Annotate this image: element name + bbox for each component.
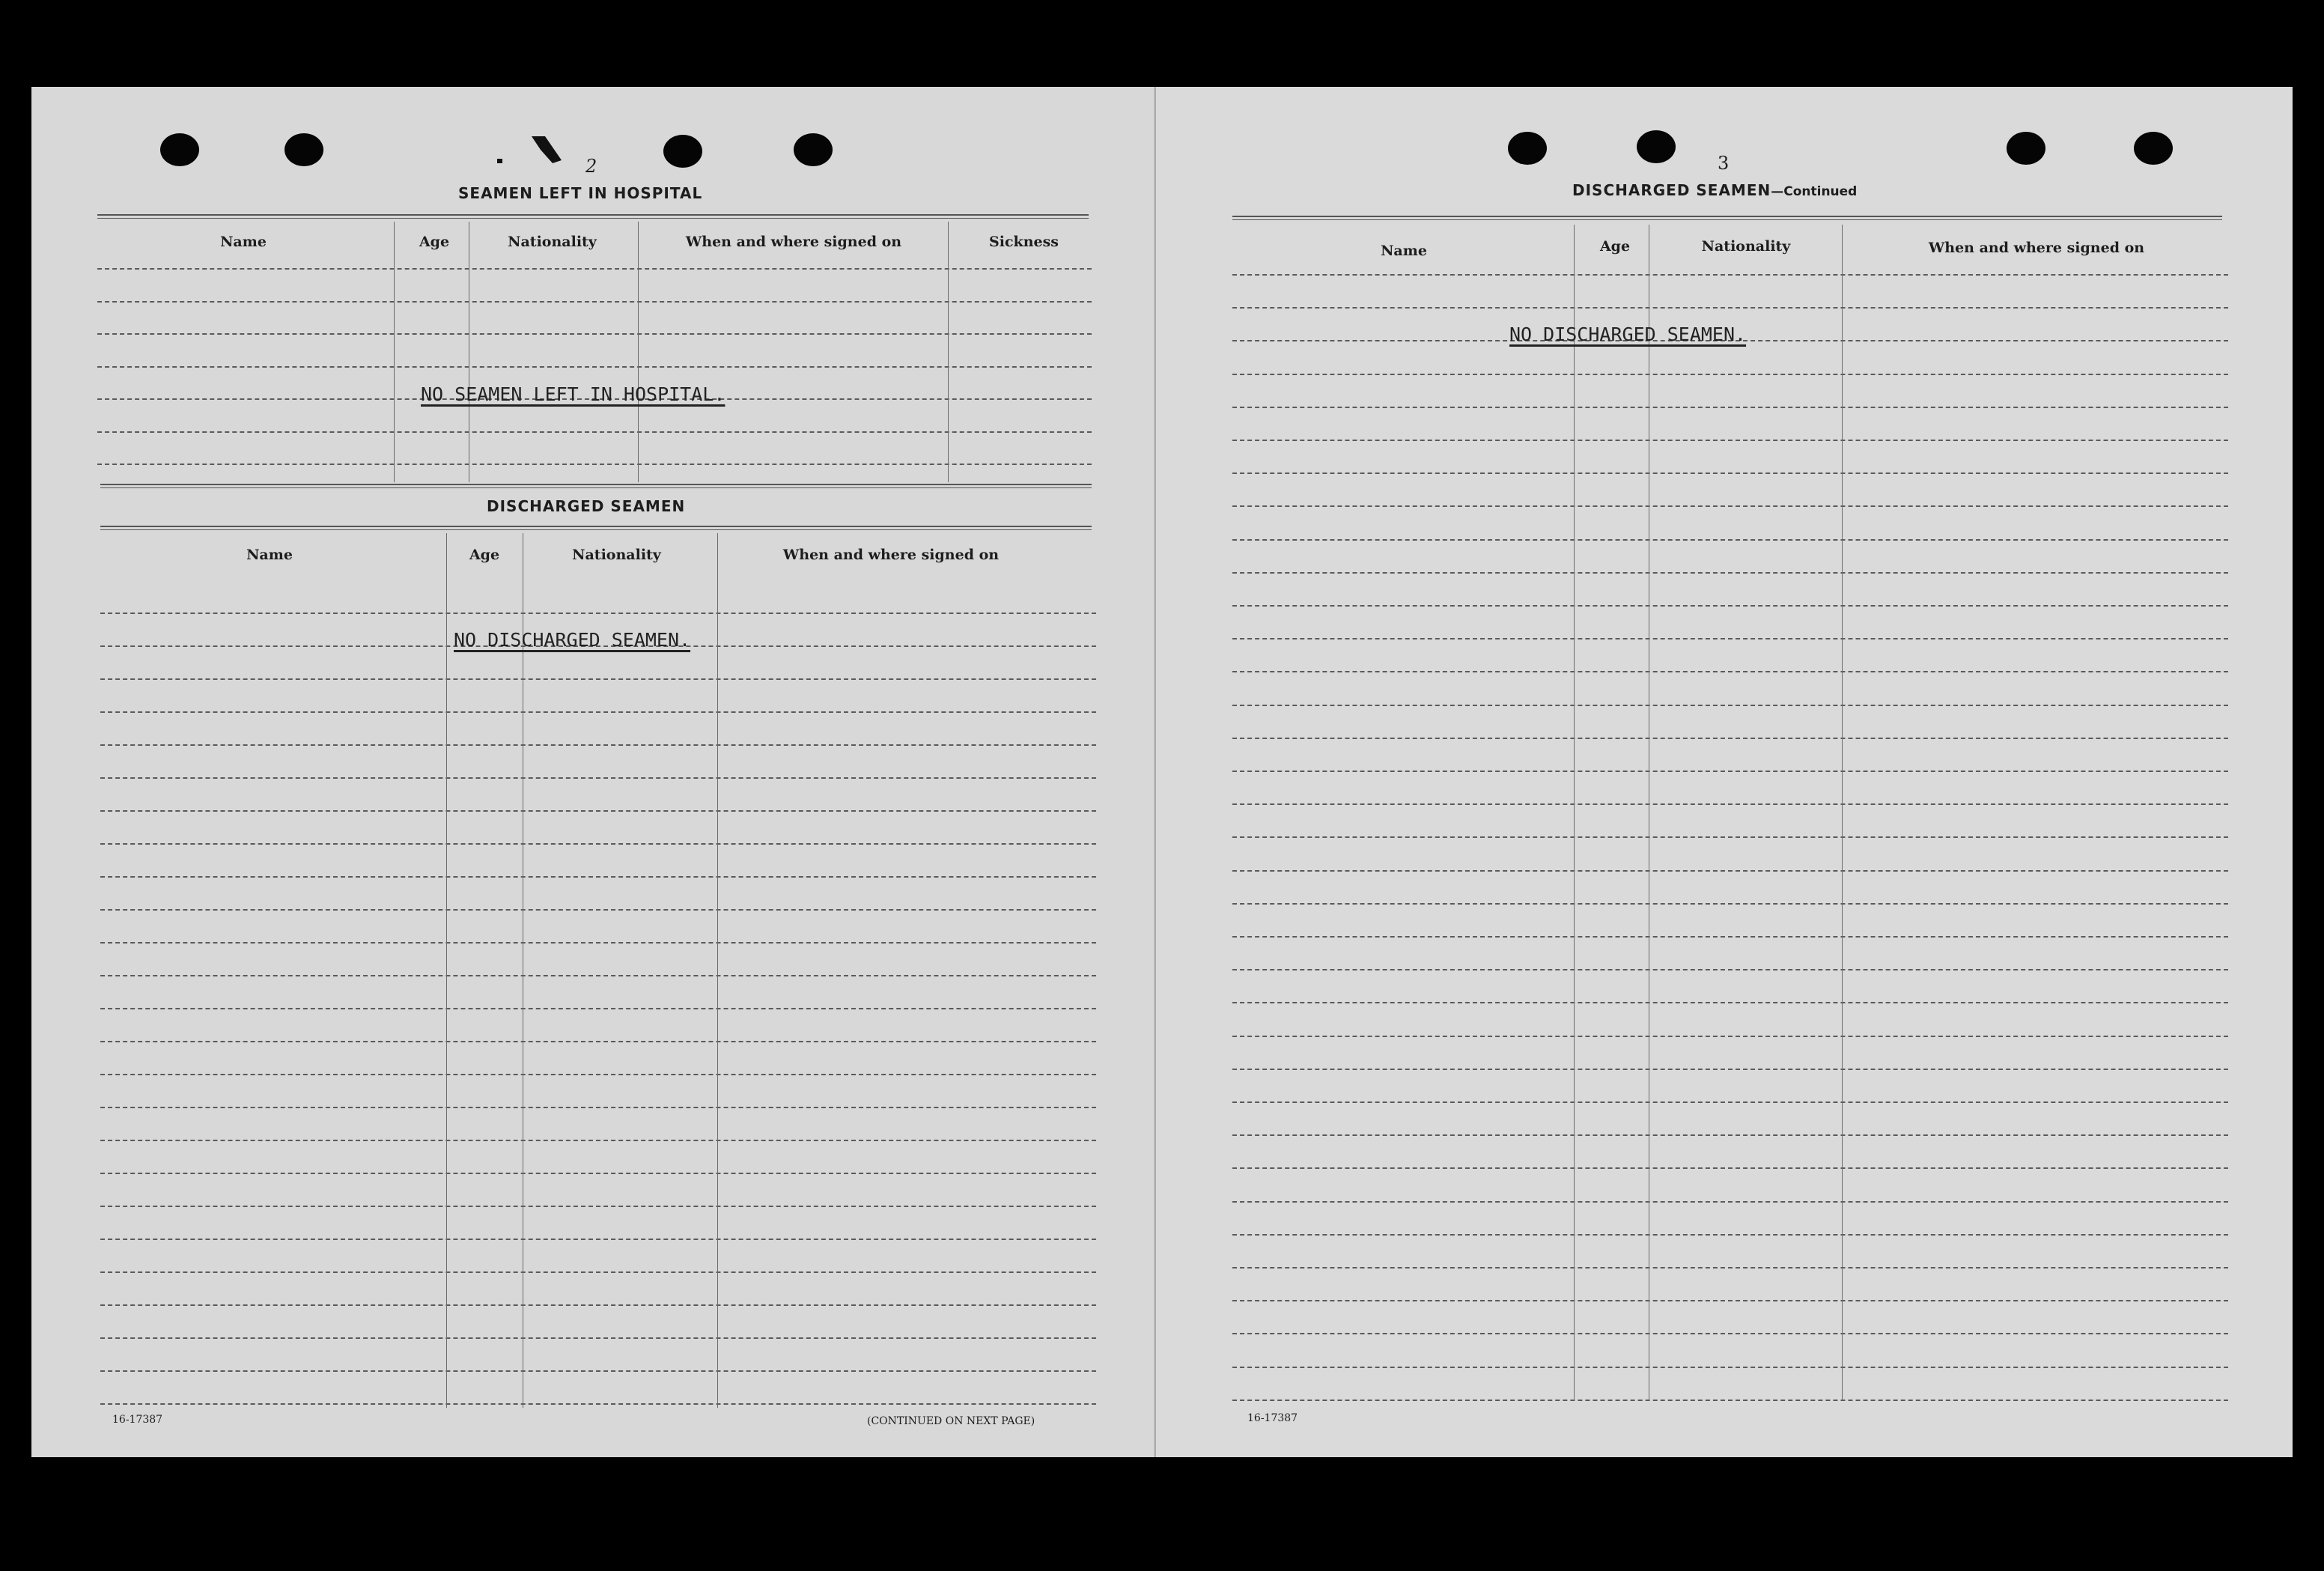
ruled-line bbox=[1232, 1069, 2228, 1070]
ruled-line bbox=[1232, 936, 2228, 938]
ruled-line bbox=[1232, 1036, 2228, 1037]
ruled-line bbox=[100, 975, 1096, 976]
punch-hole bbox=[2134, 132, 2173, 165]
ruled-line bbox=[1232, 1367, 2228, 1368]
col-when-where: When and where signed on bbox=[685, 234, 902, 250]
ruled-line bbox=[1232, 836, 2228, 838]
discharged-table-top-rule bbox=[100, 526, 1092, 530]
ruled-line bbox=[97, 333, 1092, 335]
ruled-line bbox=[100, 1239, 1096, 1240]
ruled-line bbox=[100, 1304, 1096, 1306]
punch-hole bbox=[1637, 130, 1676, 163]
ruled-line bbox=[100, 613, 1096, 614]
ruled-line bbox=[100, 876, 1096, 878]
form-number: 16-17387 bbox=[112, 1414, 163, 1426]
ruled-line bbox=[100, 810, 1096, 812]
tear-mark bbox=[487, 132, 569, 169]
discharged-continued-title bbox=[1572, 181, 1857, 199]
right-typed-entry: NO DISCHARGED SEAMEN. bbox=[1509, 323, 1747, 345]
ruled-line bbox=[100, 1107, 1096, 1108]
page-number: 2 bbox=[585, 156, 597, 177]
ruled-line bbox=[100, 1403, 1096, 1405]
ruled-line bbox=[100, 744, 1096, 746]
ruled-line bbox=[100, 1271, 1096, 1273]
punch-hole bbox=[2007, 132, 2045, 165]
col-nationality: Nationality bbox=[572, 547, 661, 563]
ruled-line bbox=[1232, 572, 2228, 574]
ruled-line bbox=[1232, 505, 2228, 507]
punch-hole bbox=[663, 135, 702, 168]
ruled-line bbox=[100, 1041, 1096, 1042]
ruled-line bbox=[100, 1008, 1096, 1009]
ruled-line bbox=[97, 268, 1092, 270]
ruled-line bbox=[1232, 374, 2228, 375]
continued-note: (CONTINUED ON NEXT PAGE) bbox=[867, 1415, 1035, 1427]
ruled-line bbox=[1232, 738, 2228, 739]
title-text: DISCHARGED SEAMEN bbox=[1572, 181, 1771, 199]
ruled-line bbox=[100, 942, 1096, 943]
ruled-line bbox=[1232, 1267, 2228, 1268]
ruled-line bbox=[1232, 1201, 2228, 1203]
col-nationality: Nationality bbox=[508, 234, 597, 250]
ruled-line bbox=[1232, 803, 2228, 805]
ruled-line bbox=[1232, 407, 2228, 408]
ruled-line bbox=[1232, 1101, 2228, 1103]
hospital-table-top-rule bbox=[97, 214, 1089, 219]
hospital-section-title: SEAMEN LEFT IN HOSPITAL bbox=[458, 184, 703, 202]
ruled-line bbox=[1232, 1234, 2228, 1236]
column-divider bbox=[717, 533, 718, 1408]
ruled-line bbox=[1232, 870, 2228, 872]
col-age: Age bbox=[419, 234, 450, 250]
page-number: 3 bbox=[1718, 153, 1730, 174]
ruled-line bbox=[1232, 1134, 2228, 1136]
col-name: Name bbox=[1381, 243, 1427, 259]
ruled-line bbox=[97, 366, 1092, 368]
ruled-line bbox=[100, 1337, 1096, 1339]
ruled-line bbox=[1232, 903, 2228, 905]
discharged-table-grid bbox=[100, 533, 1096, 1408]
col-sickness: Sickness bbox=[989, 234, 1059, 250]
punch-hole bbox=[1508, 132, 1547, 165]
discharged-section-title: DISCHARGED SEAMEN bbox=[487, 497, 686, 515]
col-when-where: When and where signed on bbox=[1928, 240, 2145, 256]
form-number: 16-17387 bbox=[1247, 1412, 1298, 1424]
ruled-line bbox=[1232, 1333, 2228, 1334]
col-nationality: Nationality bbox=[1701, 238, 1791, 255]
right-table-grid bbox=[1232, 225, 2228, 1400]
hospital-table-grid bbox=[97, 222, 1092, 482]
ruled-line bbox=[100, 1173, 1096, 1174]
ruled-line bbox=[97, 301, 1092, 303]
ruled-line bbox=[100, 1140, 1096, 1141]
title-suffix: —Continued bbox=[1771, 184, 1858, 199]
ruled-line bbox=[100, 909, 1096, 911]
ruled-line bbox=[1232, 671, 2228, 672]
column-divider bbox=[1842, 225, 1843, 1400]
col-age: Age bbox=[1599, 238, 1631, 255]
ruled-line bbox=[1232, 539, 2228, 541]
ruled-line bbox=[1232, 969, 2228, 970]
ruled-line bbox=[1232, 705, 2228, 706]
ruled-line bbox=[100, 1370, 1096, 1372]
ruled-line bbox=[100, 777, 1096, 779]
column-divider bbox=[394, 222, 395, 482]
ruled-line bbox=[1232, 1167, 2228, 1169]
ruled-line bbox=[100, 1206, 1096, 1207]
col-age: Age bbox=[469, 547, 500, 563]
ruled-line bbox=[97, 431, 1092, 433]
punch-hole bbox=[794, 133, 833, 166]
ruled-line bbox=[100, 678, 1096, 680]
punch-hole bbox=[160, 133, 199, 166]
ruled-line bbox=[1232, 638, 2228, 639]
column-divider bbox=[1574, 225, 1575, 1400]
ruled-line bbox=[97, 464, 1092, 465]
ruled-line bbox=[1232, 771, 2228, 772]
ruled-line bbox=[100, 711, 1096, 713]
ruled-line bbox=[1232, 274, 2228, 276]
col-when-where: When and where signed on bbox=[782, 547, 1000, 563]
col-name: Name bbox=[246, 547, 293, 563]
ruled-line bbox=[1232, 307, 2228, 309]
column-divider bbox=[948, 222, 949, 482]
right-table-top-rule bbox=[1232, 216, 2222, 220]
ruled-line bbox=[1232, 1002, 2228, 1003]
ruled-line bbox=[1232, 605, 2228, 607]
ruled-line bbox=[1232, 1300, 2228, 1301]
column-divider bbox=[446, 533, 447, 1408]
ruled-line bbox=[1232, 1400, 2228, 1401]
ruled-line bbox=[1232, 472, 2228, 474]
column-divider bbox=[638, 222, 639, 482]
hospital-typed-entry: NO SEAMEN LEFT IN HOSPITAL. bbox=[421, 383, 726, 405]
discharged-typed-entry: NO DISCHARGED SEAMEN. bbox=[454, 629, 691, 651]
hospital-table-bottom-rule bbox=[100, 484, 1092, 488]
punch-hole bbox=[285, 133, 323, 166]
ruled-line bbox=[100, 1074, 1096, 1075]
ruled-line bbox=[1232, 440, 2228, 441]
col-name: Name bbox=[220, 234, 267, 250]
ruled-line bbox=[100, 843, 1096, 845]
